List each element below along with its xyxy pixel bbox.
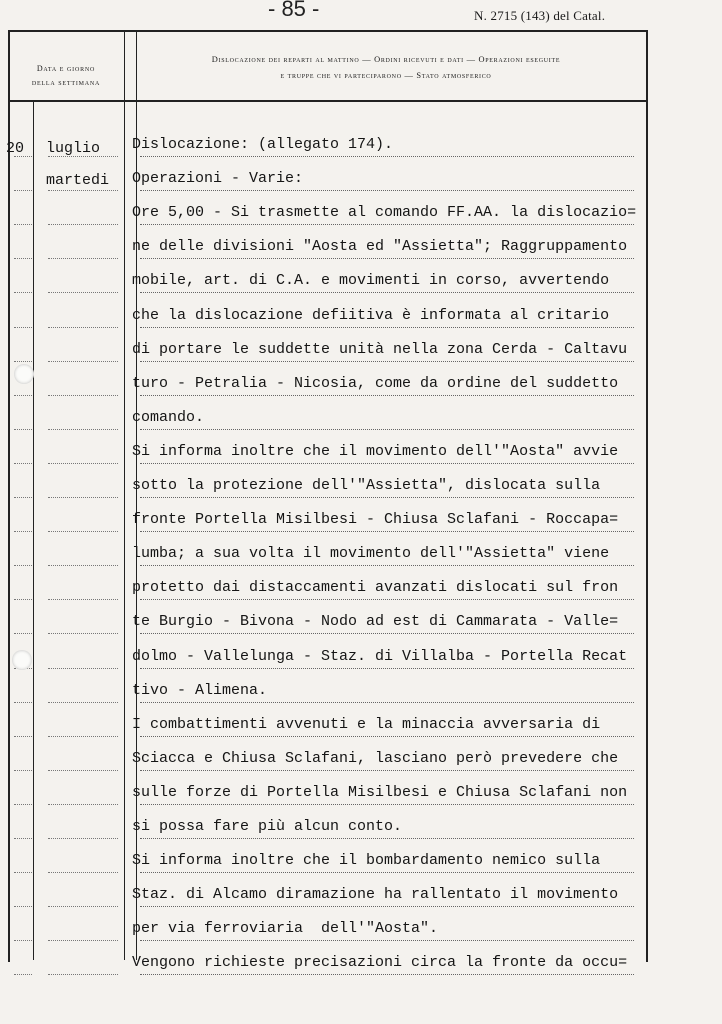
ruled-line-day — [14, 838, 32, 839]
entry-line: I combattimenti avvenuti e la minaccia avversaria di — [132, 715, 601, 733]
date-day: 20 — [6, 140, 25, 157]
entry-line: Sciacca e Chiusa Sclafani, lasciano però prevedere che — [132, 749, 619, 767]
entry-line: mobile, art. di C.A. e movimenti in corso, avvertendo — [132, 272, 610, 290]
ruled-line-day — [14, 292, 32, 293]
ruled-line-day — [14, 497, 32, 498]
entry-line: di portare le suddette unità nella zona Cerda - Caltavu — [132, 340, 628, 358]
entry-line: si possa fare più alcun conto. — [132, 818, 403, 835]
column-divider-date — [124, 30, 125, 960]
entry-line: Dislocazione: (allegato 174). — [132, 136, 394, 153]
date-column-header — [14, 62, 118, 90]
ruled-line-day — [14, 361, 32, 362]
ruled-line-date — [48, 599, 118, 600]
entry-line: lumba; a sua volta il movimento dell'"Assietta" viene — [132, 545, 610, 563]
ruled-line-day — [14, 770, 32, 771]
ruled-line — [140, 258, 634, 259]
entry-line: comando. — [132, 408, 205, 426]
entry-line: per via ferroviaria dell'"Aosta". — [132, 920, 439, 938]
ruled-line-day — [14, 940, 32, 941]
ruled-line — [140, 702, 634, 703]
ruled-line — [140, 906, 634, 907]
ruled-line-day — [14, 190, 32, 191]
entry-line: Si informa inoltre che il movimento dell'"Aosta" avvie — [132, 442, 619, 460]
ruled-line — [140, 190, 634, 191]
ruled-line-date — [48, 327, 118, 328]
ruled-line-day — [14, 395, 32, 396]
entry-line: che la dislocazione defiitiva è informata al critario — [132, 306, 610, 324]
entry-line: Staz. di Alcamo diramazione ha rallentato il movimento — [132, 886, 619, 904]
punch-hole-lower — [12, 650, 32, 670]
ruled-line-date — [48, 258, 118, 259]
entry-line: fronte Portella Misilbesi - Chiusa Sclafani - Roccapa= — [132, 511, 619, 529]
ruled-line-date — [48, 497, 118, 498]
ruled-line — [140, 292, 634, 293]
ruled-line-date — [48, 702, 118, 703]
entry-line: sulle forze di Portella Misilbesi e Chiusa Sclafani non — [132, 783, 628, 801]
ruled-line — [140, 599, 634, 600]
ruled-line-date — [48, 736, 118, 737]
ruled-line-day — [14, 531, 32, 532]
ruled-line-day — [14, 429, 32, 430]
ruled-line-day — [14, 463, 32, 464]
ruled-line-date — [48, 633, 118, 634]
entry-line: tivo - Alimena. — [132, 681, 268, 699]
ruled-line — [140, 531, 634, 532]
ruled-line — [140, 361, 634, 362]
entry-line: Vengono richieste precisazioni circa la fronte da occu= — [132, 954, 628, 972]
ruled-line-date — [48, 190, 118, 191]
main-column-header-line1: Dislocazione dei reparti al mattino — Ordini ricevuti e dati — Operazioni eseguite — [211, 55, 561, 64]
ruled-line-day — [14, 872, 32, 873]
ruled-line-date — [48, 906, 118, 907]
ruled-line-date — [48, 838, 118, 839]
entry-line: ne delle divisioni "Aosta ed "Assietta"; Raggruppamento — [132, 238, 628, 256]
ruled-line-date — [48, 804, 118, 805]
ruled-line-date — [48, 361, 118, 362]
main-column-header — [136, 52, 636, 84]
punch-hole-upper — [14, 364, 34, 384]
ruled-line-date — [48, 395, 118, 396]
ruled-line — [140, 565, 634, 566]
ruled-line — [140, 633, 634, 634]
ruled-line-date — [48, 770, 118, 771]
ruled-line-day — [14, 633, 32, 634]
entry-line: Operazioni - Varie: — [132, 170, 304, 188]
entry-line: turo - Petralia - Nicosia, come da ordine del suddetto — [132, 374, 619, 392]
entry-line: dolmo - Vallelunga - Staz. di Villalba - Portella Recat — [132, 647, 628, 665]
ruled-line-date — [48, 429, 118, 430]
ruled-line — [140, 224, 634, 225]
ruled-line-day — [14, 599, 32, 600]
ruled-line-date — [48, 224, 118, 225]
ruled-line-day — [14, 702, 32, 703]
date-month: luglio — [46, 140, 101, 157]
entry-line: Ore 5,00 - Si trasmette al comando FF.AA. la dislocazio= — [132, 204, 637, 222]
ruled-line — [140, 668, 634, 669]
ruled-line — [140, 838, 634, 839]
ruled-line-date — [48, 531, 118, 532]
ruled-line-date — [48, 463, 118, 464]
ruled-line-date — [48, 974, 118, 975]
ruled-line — [140, 156, 634, 157]
date-column-header-line2: della settimana — [31, 78, 101, 87]
ruled-line-day — [14, 974, 32, 975]
ruled-line — [140, 395, 634, 396]
ruled-line-day — [14, 736, 32, 737]
date-column-header-line1: Data e giorno — [36, 64, 96, 73]
catalog-reference: N. 2715 (143) del Catal. — [474, 8, 606, 23]
ruled-line — [140, 804, 634, 805]
ruled-line-day — [14, 327, 32, 328]
entry-line: Si informa inoltre che il bombardamento nemico sulla — [132, 852, 601, 870]
ruled-line-date — [48, 292, 118, 293]
ruled-line — [140, 429, 634, 430]
entry-line: protetto dai distaccamenti avanzati dislocati sul fron — [132, 579, 619, 597]
ruled-line-date — [48, 872, 118, 873]
date-weekday: martedi — [46, 172, 110, 189]
column-divider-day — [33, 102, 34, 960]
ruled-line — [140, 327, 634, 328]
ruled-line-day — [14, 224, 32, 225]
entry-line: te Burgio - Bivona - Nodo ad est di Cammarata - Valle= — [132, 613, 619, 631]
header-rule — [8, 100, 648, 102]
page-number: - 85 - — [268, 0, 320, 21]
entry-line: sotto la protezione dell'"Assietta", dislocata sulla — [132, 477, 601, 494]
ruled-line-day — [14, 906, 32, 907]
ruled-line — [140, 872, 634, 873]
ruled-line — [140, 736, 634, 737]
main-column-header-line2: e truppe che vi parteciparono — Stato atmosferico — [280, 71, 492, 80]
ruled-line — [140, 974, 634, 975]
ruled-line-day — [14, 804, 32, 805]
ruled-line — [140, 770, 634, 771]
ruled-line — [140, 463, 634, 464]
ruled-line-date — [48, 940, 118, 941]
ruled-line — [140, 940, 634, 941]
ruled-line-day — [14, 565, 32, 566]
ruled-line-date — [48, 668, 118, 669]
ruled-line-day — [14, 258, 32, 259]
ruled-line-date — [48, 565, 118, 566]
ruled-line — [140, 497, 634, 498]
